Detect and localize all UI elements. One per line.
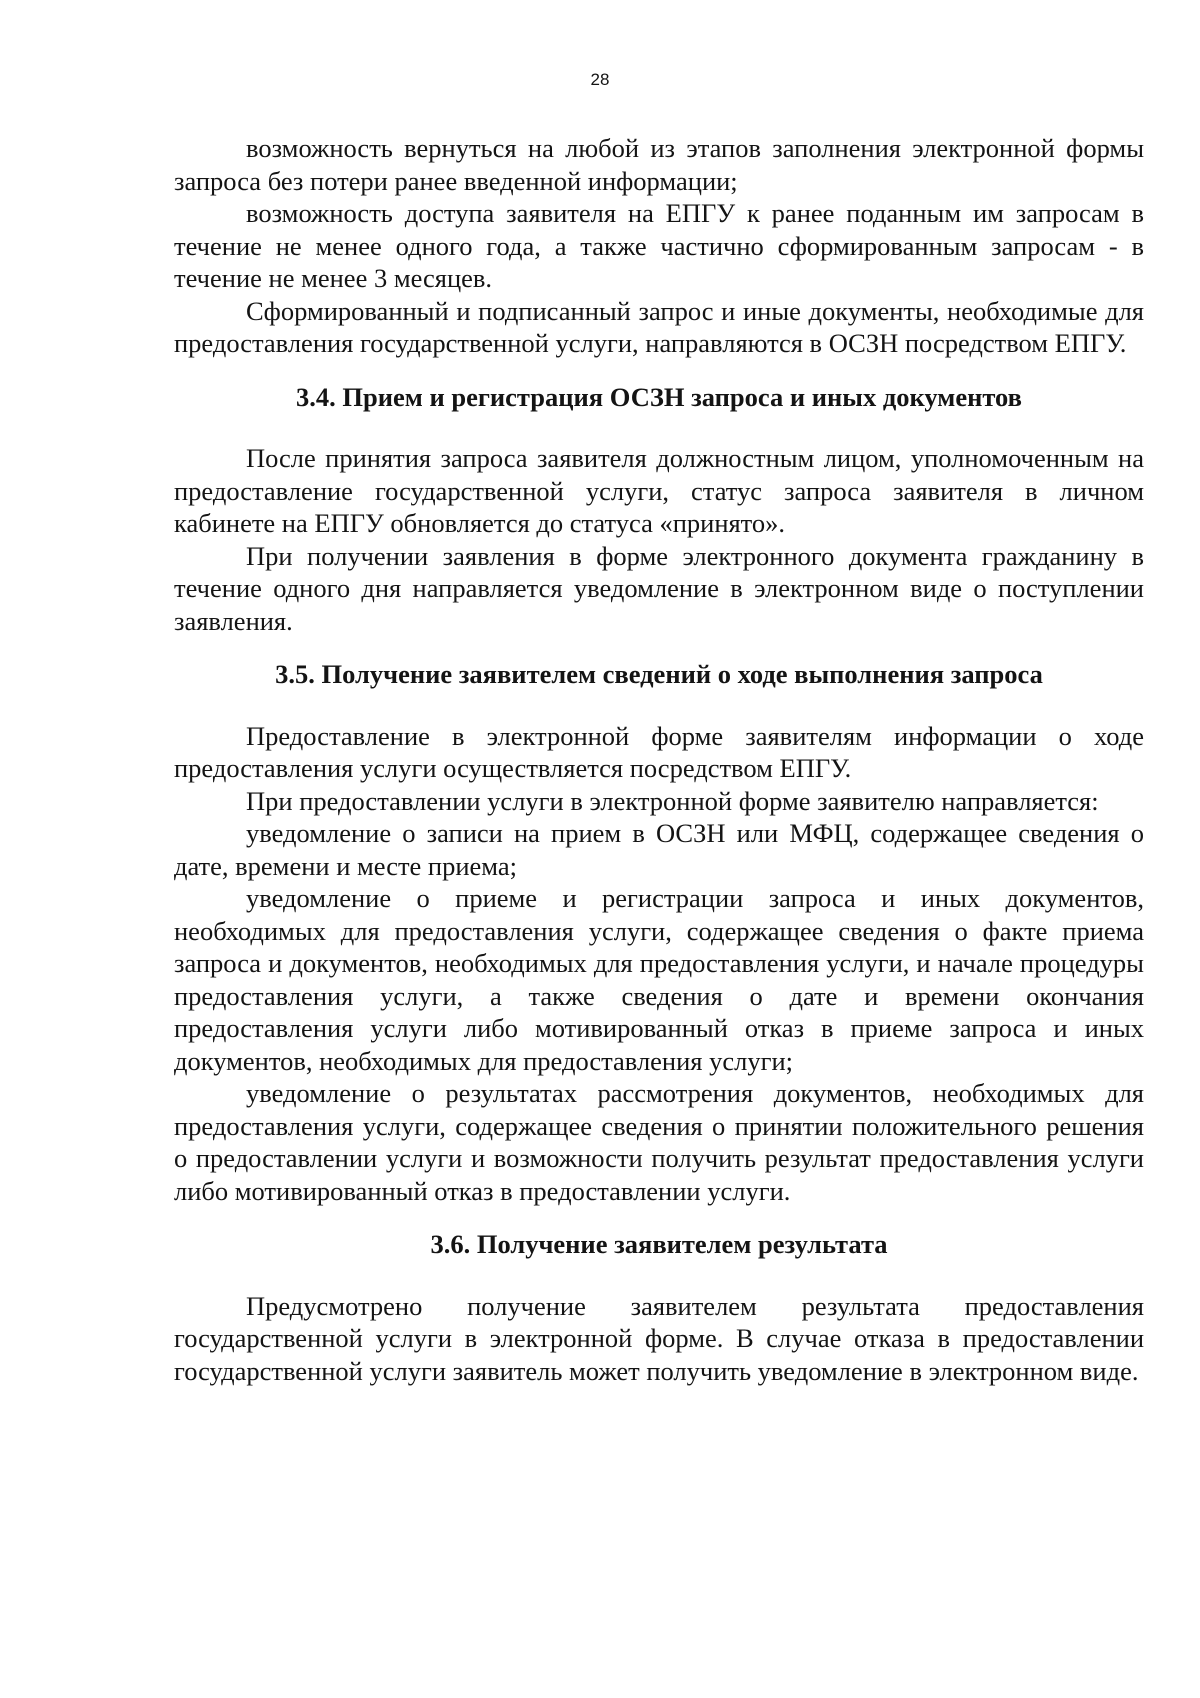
section-3-6 — [174, 1290, 1144, 1388]
paragraph: возможность вернуться на любой из этапов заполнения электронной формы запроса без потери ранее введенной информации; — [174, 133, 1144, 196]
paragraph: уведомление о записи на прием в ОСЗН или МФЦ, содержащее сведения о дате, времени и месте приема; — [174, 818, 1144, 881]
paragraph: После принятия запроса заявителя должностным лицом, уполномоченным на предоставление государственной услуги, статус запроса заявителя в личном кабинете на ЕПГУ обновляется до статуса «принято». — [174, 443, 1144, 538]
section-3-4 — [174, 442, 1144, 637]
paragraph: При предоставлении услуги в электронной форме заявителю направляется: — [246, 785, 1099, 816]
section-heading-3-6: 3.6. Получение заявителем результата — [430, 1229, 888, 1259]
section-3-5 — [174, 720, 1144, 1208]
section-heading-3-4: 3.4. Прием и регистрация ОСЗН запроса и иных документов — [296, 381, 1022, 412]
document-body — [174, 132, 1144, 1387]
paragraph: Предоставление в электронной форме заявителям информации о ходе предоставления услуги осуществляется посредством ЕПГУ. — [174, 720, 1144, 783]
paragraph: Предусмотрено получение заявителем результата предоставления государственной услуги в электронной форме. В случае отказа в предоставлении государственной услуги заявитель может получить уведомление в электронном виде. — [174, 1290, 1144, 1386]
intro-section — [174, 132, 1144, 360]
page-number: 28 — [590, 70, 610, 89]
section-heading-3-5: 3.5. Получение заявителем сведений о ходе выполнения запроса — [275, 659, 1043, 689]
paragraph: При получении заявления в форме электронного документа гражданину в течение одного дня направляется уведомление в электронном виде о поступлении заявления. — [174, 540, 1144, 636]
paragraph: уведомление о результатах рассмотрения документов, необходимых для предоставления услуги, содержащее сведения о принятии положительного решения о предоставлении услуги и возможности получить результат предоставления услуги либо мотивированный отказ в предоставлении услуги. — [174, 1078, 1144, 1206]
paragraph: уведомление о приеме и регистрации запроса и иных документов, необходимых для предоставления услуги, содержащее сведения о факте приема запроса и документов, необходимых для предоставления услуги, и начале процедуры предоставления услуги, а также сведения о дате и времени окончания предоставления услуги либо мотивированный отказ в приеме запроса и иных документов, необходимых для предоставления услуги; — [174, 883, 1144, 1076]
paragraph: возможность доступа заявителя на ЕПГУ к ранее поданным им запросам в течение не менее одного года, а также частично сформированным запросам - в течение не менее 3 месяцев. — [174, 198, 1144, 293]
paragraph: Сформированный и подписанный запрос и иные документы, необходимые для предоставления государственной услуги, направляются в ОСЗН посредством ЕПГУ. — [174, 295, 1144, 358]
